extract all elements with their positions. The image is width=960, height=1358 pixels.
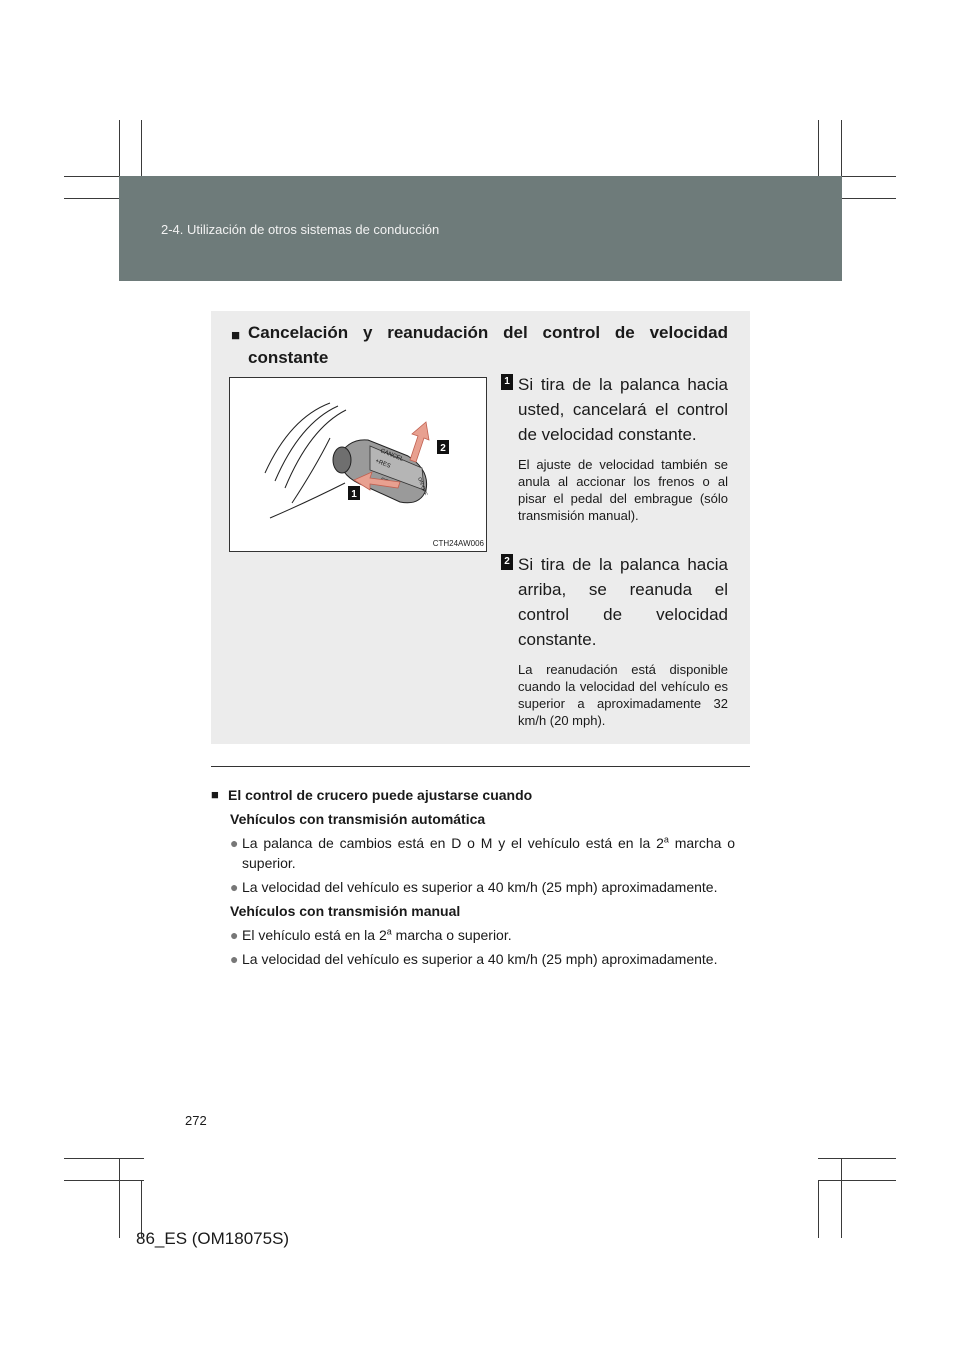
square-bullet-icon: ■ <box>231 327 241 344</box>
panel-heading-line: Cancelación y reanudación del control de velocidad <box>248 323 728 342</box>
lever-label: +RES <box>374 458 392 470</box>
step-1 <box>501 372 728 524</box>
superscript: a <box>663 834 669 845</box>
notes-heading-text: El control de crucero puede ajustarse cuando <box>228 787 533 803</box>
notes-section <box>211 785 735 969</box>
dot-bullet-icon: ● <box>230 927 239 943</box>
arrow-up-icon <box>410 422 429 462</box>
step-main-text: Si tira de la palanca hacia usted, cancelará el control de velocidad constante. <box>518 375 728 444</box>
section-divider <box>211 766 750 767</box>
page-number: 272 <box>185 1113 207 1128</box>
figure-code: CTH24AW006 <box>432 539 484 548</box>
crop-mark <box>841 1158 842 1238</box>
notes-heading <box>211 785 735 805</box>
auto-transmission-heading: Vehículos con transmisión automática <box>230 811 486 827</box>
step-main-text: Si tira de la palanca hacia arriba, se reanuda el control de velocidad constante. <box>518 555 728 649</box>
list-item <box>230 833 735 873</box>
list-item <box>230 877 735 897</box>
crop-mark <box>818 1180 896 1181</box>
list-item-text: El vehículo está en la 2 <box>242 927 387 943</box>
crop-mark <box>119 1158 120 1238</box>
list-item-text: La velocidad del vehículo es superior a 40 km/h (25 mph) aproximadamente. <box>242 879 718 895</box>
dot-bullet-icon: ● <box>230 951 239 967</box>
step-note-text: La reanudación está disponible cuando la velocidad del vehículo es superior a aproximadamente 32 km/h (20 mph). <box>518 662 728 728</box>
list-item <box>230 949 735 969</box>
callout-number: 1 <box>351 489 357 500</box>
document-code: 86_ES (OM18075S) <box>136 1229 290 1248</box>
lever-illustration <box>229 377 487 552</box>
panel-heading <box>231 320 728 370</box>
list-item-text: marcha o superior. <box>242 835 736 871</box>
crop-mark <box>818 1180 819 1238</box>
manual-transmission-heading: Vehículos con transmisión manual <box>230 903 461 919</box>
step-note-text: El ajuste de velocidad también se anula al accionar los frenos o al pisar el pedal del embrague (sólo transmisión manual). <box>518 457 728 523</box>
superscript: a <box>386 926 392 937</box>
dot-bullet-icon: ● <box>230 879 239 895</box>
list-item <box>230 925 735 945</box>
crop-mark <box>64 1180 144 1181</box>
step-2 <box>501 552 728 729</box>
callout-number: 2 <box>440 443 446 454</box>
panel-heading-line: constante <box>248 348 329 367</box>
cruise-lever-drawing <box>230 378 486 551</box>
square-bullet-icon: ■ <box>211 787 219 802</box>
dot-bullet-icon: ● <box>230 835 239 851</box>
list-item-text: La velocidad del vehículo es superior a 40 km/h (25 mph) aproximadamente. <box>242 951 718 967</box>
step-number-icon: 2 <box>501 554 513 570</box>
lever-label: ON-OFF <box>416 476 429 497</box>
step-number-icon: 1 <box>501 374 513 390</box>
crop-mark <box>818 1158 896 1159</box>
list-item-text: La palanca de cambios está en D o M y el vehículo está en la 2 <box>242 835 664 851</box>
lever-label: CANCEL <box>379 448 405 463</box>
crop-mark <box>64 1158 144 1159</box>
section-title: 2-4. Utilización de otros sistemas de conducción <box>161 222 440 237</box>
list-item-text: marcha o superior. <box>391 927 512 943</box>
